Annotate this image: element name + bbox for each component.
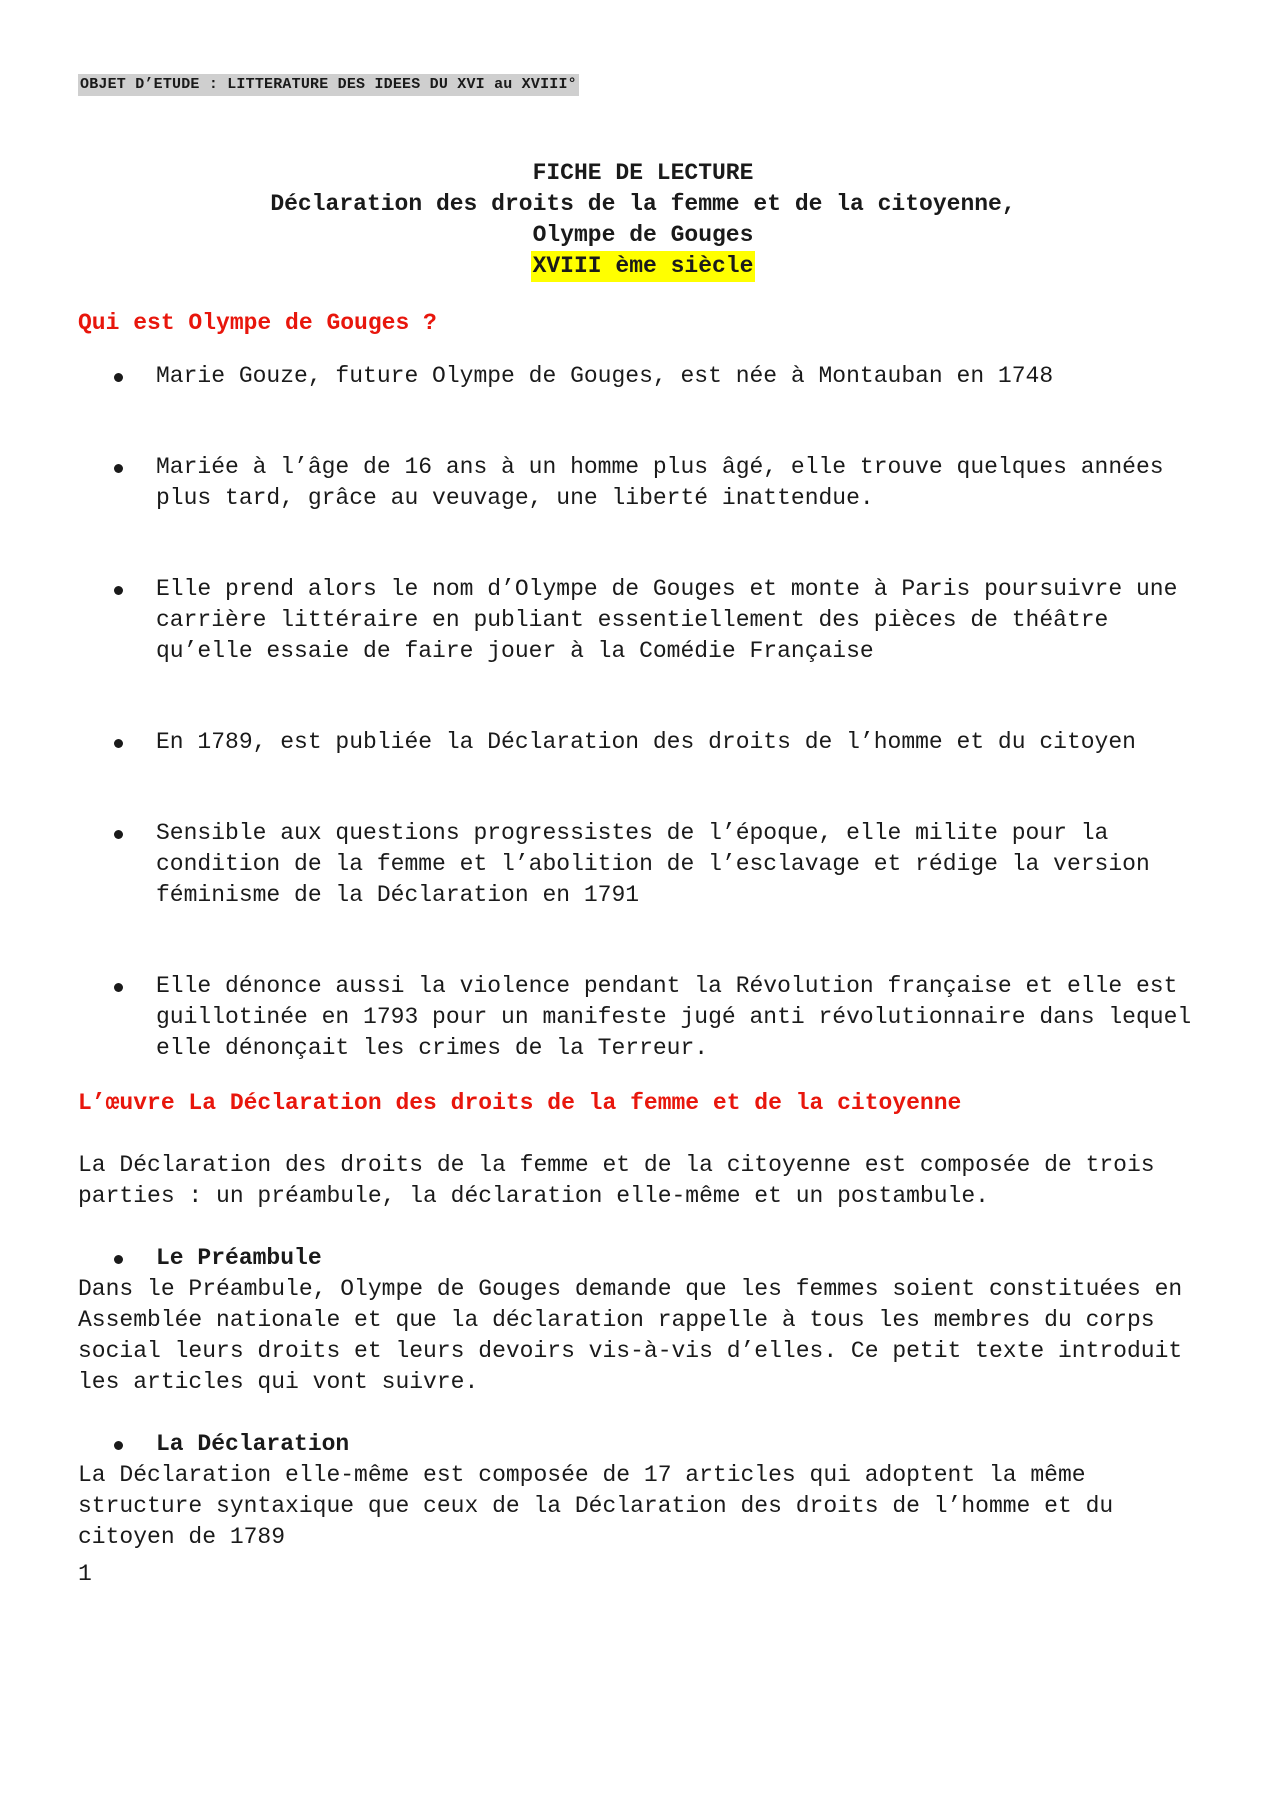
work-heading: L’œuvre La Déclaration des droits de la femme et de la citoyenne [78,1090,962,1116]
bullet-icon [114,373,123,382]
bio-item-text: Elle prend alors le nom d’Olympe de Gouges et monte à Paris poursuivre une carrière littéraire en publiant essentiellement des pièces de théâtre qu’elle essaie de faire jouer à la Comédie Française [156,576,1178,664]
bio-list [78,361,1208,1064]
bio-heading: Qui est Olympe de Gouges ? [78,310,437,336]
title-work: Déclaration des droits de la femme et de la citoyenne, [270,191,1016,217]
title-block [78,158,1208,282]
title-author: Olympe de Gouges [532,222,754,248]
declaration-text: La Déclaration elle-même est composée de 17 articles qui adoptent la même structure syntaxique que ceux de la Déclaration des droits de l’homme et du citoyen de 1789 [78,1462,1114,1550]
bio-item-text: En 1789, est publiée la Déclaration des droits de l’homme et du citoyen [156,729,1136,755]
subject-line [78,74,1208,96]
declaration-heading [78,1429,1208,1460]
bullet-icon [114,586,123,595]
preamble-title: Le Préambule [156,1245,322,1271]
list-item [78,452,1208,514]
bullet-icon [114,983,123,992]
bio-item-text: Mariée à l’âge de 16 ans à un homme plus âgé, elle trouve quelques années plus tard, grâce au veuvage, une liberté inattendue. [156,454,1164,511]
list-item [78,727,1208,758]
bio-item-text: Marie Gouze, future Olympe de Gouges, est née à Montauban en 1748 [156,363,1054,389]
list-item [78,574,1208,667]
title-century: XVIII ème siècle [531,251,756,282]
bullet-icon [114,464,123,473]
page-number: 1 [78,1561,92,1587]
bullet-icon [114,739,123,748]
list-item [78,818,1208,911]
list-item [78,361,1208,392]
subject-label: OBJET D’ETUDE : LITTERATURE DES IDEES DU XVI au XVIII° [78,74,579,96]
bullet-icon [114,1255,123,1264]
title-heading: FICHE DE LECTURE [532,160,754,186]
document-page [78,74,1208,1590]
bio-item-text: Sensible aux questions progressistes de l’époque, elle milite pour la condition de la femme et l’abolition de l’esclavage et rédige la version féminisme de la Déclaration en 1791 [156,820,1150,908]
bio-item-text: Elle dénonce aussi la violence pendant la Révolution française et elle est guillotinée en 1793 pour un manifeste jugé anti révolutionnaire dans lequel elle dénonçait les crimes de la Terreur. [156,973,1192,1061]
declaration-title: La Déclaration [156,1431,350,1457]
list-item [78,971,1208,1064]
work-intro: La Déclaration des droits de la femme et de la citoyenne est composée de trois parties : un préambule, la déclaration elle-même et un postambule. [78,1152,1155,1209]
bullet-icon [114,830,123,839]
preamble-heading [78,1243,1208,1274]
preamble-text: Dans le Préambule, Olympe de Gouges demande que les femmes soient constituées en Assemblée nationale et que la déclaration rappelle à tous les membres du corps social leurs droits et leurs devoirs vis-à-vis d’elles. Ce petit texte introduit les articles qui vont suivre. [78,1276,1183,1395]
bullet-icon [114,1441,123,1450]
